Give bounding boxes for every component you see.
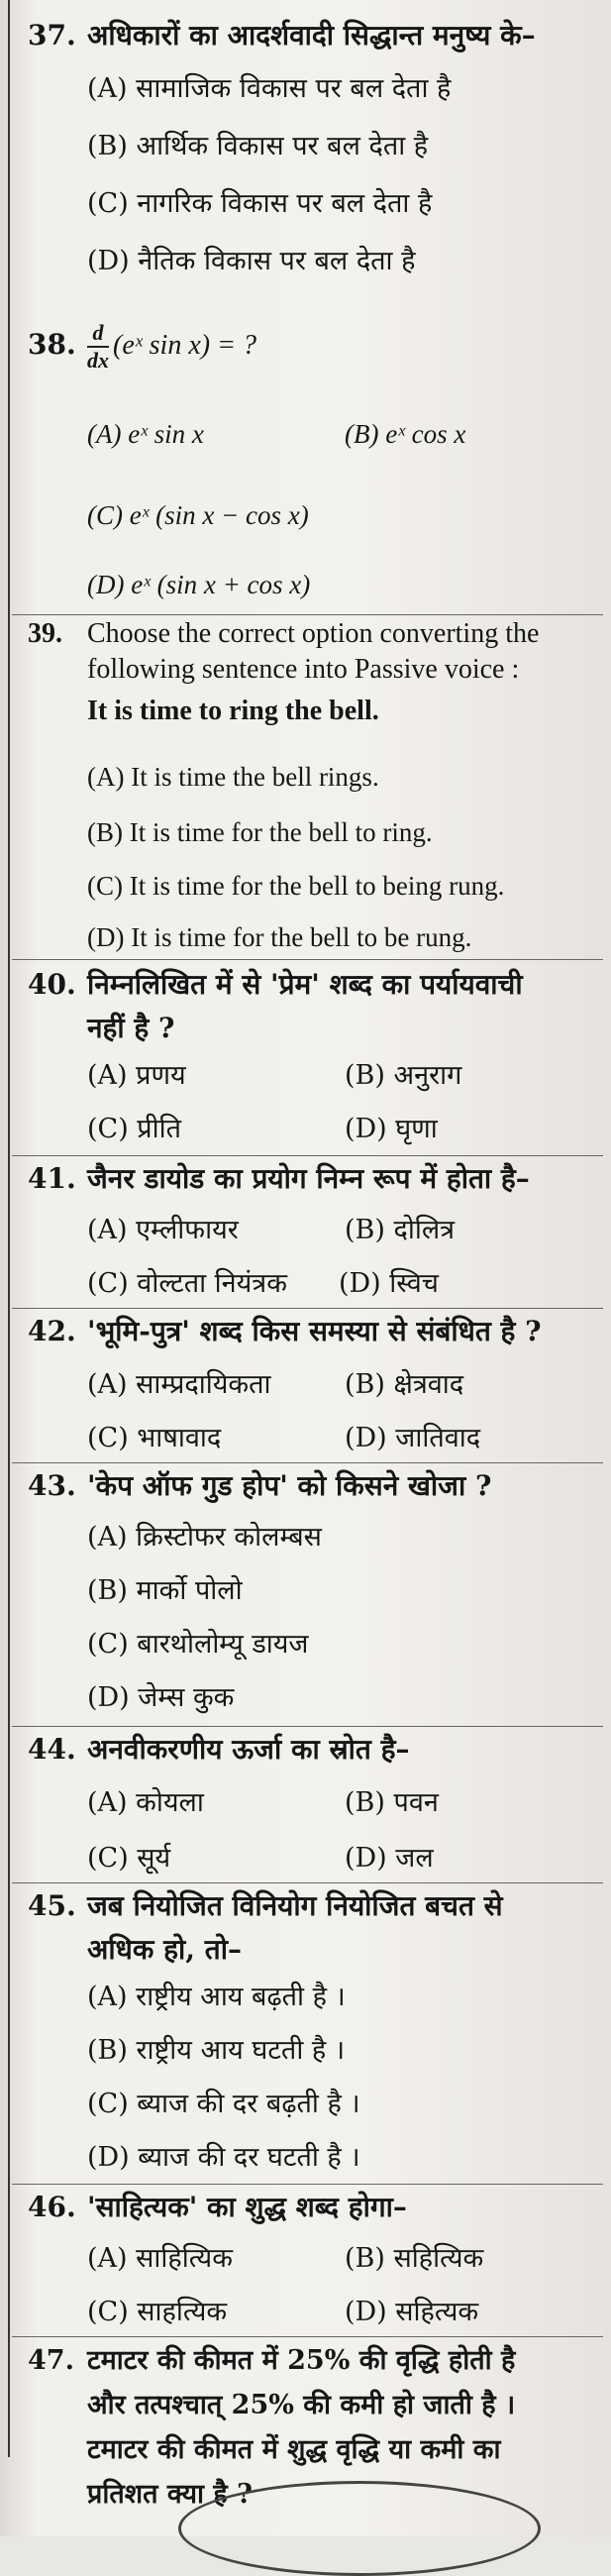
option-41-b[interactable]: (B) दोलित्र bbox=[345, 1215, 456, 1245]
question-number: 41. bbox=[28, 1162, 76, 1195]
question-43 bbox=[28, 1464, 601, 1508]
question-text: (eˣ sin x) = ? bbox=[113, 330, 256, 361]
page-bottom-curve bbox=[178, 2481, 541, 2576]
question-text: अनवीकरणीय ऊर्जा का स्रोत है– bbox=[87, 1733, 410, 1766]
option-42-a[interactable]: (A) साम्प्रदायिकता bbox=[87, 1369, 271, 1400]
option-42-b[interactable]: (B) क्षेत्रवाद bbox=[345, 1369, 464, 1400]
option-38-a[interactable]: (A) eˣ sin x bbox=[87, 419, 204, 449]
option-38-c[interactable]: (C) eˣ (sin x − cos x) bbox=[87, 500, 309, 530]
question-number: 37. bbox=[28, 19, 76, 52]
question-text: 'भूमि-पुत्र' शब्द किस समस्या से संबंधित है ? bbox=[87, 1315, 542, 1347]
option-40-d[interactable]: (D) घृणा bbox=[345, 1114, 438, 1144]
question-number: 44. bbox=[28, 1733, 76, 1766]
question-37 bbox=[28, 14, 601, 57]
derivative-fraction bbox=[87, 319, 109, 373]
option-45-c[interactable]: (C) ब्याज की दर बढ़ती है । bbox=[87, 2089, 360, 2119]
question-38 bbox=[28, 315, 601, 376]
option-37-d[interactable]: (D) नैतिक विकास पर बल देता है bbox=[87, 246, 416, 276]
question-number: 45. bbox=[28, 1889, 76, 1922]
question-text: अधिकारों का आदर्शवादी सिद्धान्त मनुष्य के– bbox=[87, 19, 536, 52]
question-number: 39. bbox=[28, 618, 62, 649]
question-text: जैनर डायोड का प्रयोग निम्न रूप में होता है– bbox=[87, 1162, 530, 1195]
question-39 bbox=[28, 616, 601, 729]
question-number: 40. bbox=[28, 968, 76, 1001]
question-number: 43. bbox=[28, 1469, 76, 1502]
option-42-c[interactable]: (C) भाषावाद bbox=[87, 1423, 222, 1453]
option-41-a[interactable]: (A) एम्लीफायर bbox=[87, 1215, 239, 1245]
option-37-b[interactable]: (B) आर्थिक विकास पर बल देता है bbox=[87, 131, 429, 161]
question-number: 38. bbox=[28, 328, 76, 361]
option-46-c[interactable]: (C) साहत्यिक bbox=[87, 2297, 228, 2327]
option-43-c[interactable]: (C) बारथोलोम्यू डायज bbox=[87, 1629, 309, 1660]
option-38-b[interactable]: (B) eˣ cos x bbox=[345, 419, 466, 449]
question-40 bbox=[28, 963, 601, 1050]
option-44-b[interactable]: (B) पवन bbox=[345, 1787, 439, 1818]
question-text-line-1: जब नियोजित विनियोग नियोजित बचत से bbox=[87, 1889, 503, 1922]
option-46-a[interactable]: (A) साहित्यिक bbox=[87, 2243, 233, 2274]
option-45-d[interactable]: (D) ब्याज की दर घटती है । bbox=[87, 2142, 360, 2173]
option-44-c[interactable]: (C) सूर्य bbox=[87, 1843, 171, 1874]
divider bbox=[12, 2336, 603, 2337]
question-number: 42. bbox=[28, 1315, 76, 1347]
question-text-line-2: और तत्पश्चात् 25% की कमी हो जाती है । bbox=[87, 2390, 516, 2420]
question-text-line-2: following sentence into Passive voice : bbox=[87, 654, 520, 685]
option-45-b[interactable]: (B) राष्ट्रीय आय घटती है । bbox=[87, 2035, 346, 2066]
option-44-a[interactable]: (A) कोयला bbox=[87, 1787, 204, 1818]
question-41 bbox=[28, 1157, 601, 1201]
question-number: 47. bbox=[28, 2345, 74, 2376]
option-46-d[interactable]: (D) सहित्यक bbox=[345, 2297, 479, 2327]
option-40-b[interactable]: (B) अनुराग bbox=[345, 1060, 462, 1091]
option-45-a[interactable]: (A) राष्ट्रीय आय बढ़ती है । bbox=[87, 1982, 346, 2012]
question-text: 'केप ऑफ गुड होप' को किसने खोजा ? bbox=[87, 1469, 492, 1502]
option-42-d[interactable]: (D) जातिवाद bbox=[345, 1423, 481, 1453]
option-39-b[interactable]: (B) It is time for the bell to ring. bbox=[87, 817, 433, 847]
divider bbox=[12, 1308, 603, 1309]
divider bbox=[12, 959, 603, 960]
question-46 bbox=[28, 2186, 601, 2229]
question-text-line-3: टमाटर की कीमत में शुद्ध वृद्धि या कमी का bbox=[87, 2434, 501, 2465]
fraction-numerator: d bbox=[92, 319, 104, 345]
question-text-line-2: नहीं है ? bbox=[87, 1012, 175, 1044]
divider bbox=[12, 2184, 603, 2185]
option-43-b[interactable]: (B) मार्को पोलो bbox=[87, 1575, 243, 1606]
divider bbox=[12, 1462, 603, 1463]
left-margin-rule bbox=[8, 0, 10, 2457]
option-46-b[interactable]: (B) सहित्यिक bbox=[345, 2243, 484, 2274]
option-39-a[interactable]: (A) It is time the bell rings. bbox=[87, 762, 379, 792]
option-41-d[interactable]: (D) स्विच bbox=[339, 1268, 439, 1299]
question-44 bbox=[28, 1728, 601, 1771]
option-40-c[interactable]: (C) प्रीति bbox=[87, 1114, 182, 1144]
divider bbox=[12, 1155, 603, 1156]
question-45 bbox=[28, 1884, 601, 1972]
option-41-c[interactable]: (C) वोल्टता नियंत्रक bbox=[87, 1268, 287, 1299]
divider bbox=[12, 1882, 603, 1883]
option-39-d[interactable]: (D) It is time for the bell to be rung. bbox=[87, 922, 472, 952]
question-text-line-4: प्रतिशत क्या है ? bbox=[87, 2479, 253, 2510]
question-text-line-1: Choose the correct option converting the bbox=[87, 618, 540, 649]
question-text-line-1: निम्नलिखित में से 'प्रेम' शब्द का पर्यायवाची bbox=[87, 968, 523, 1001]
option-38-d[interactable]: (D) eˣ (sin x + cos x) bbox=[87, 570, 311, 599]
divider bbox=[12, 1726, 603, 1727]
question-sentence: It is time to ring the bell. bbox=[87, 696, 379, 726]
option-40-a[interactable]: (A) प्रणय bbox=[87, 1060, 186, 1091]
question-text-line-2: अधिक हो, तो– bbox=[87, 1933, 242, 1966]
option-43-d[interactable]: (D) जेम्स कुक bbox=[87, 1682, 235, 1713]
option-44-d[interactable]: (D) जल bbox=[345, 1843, 434, 1874]
divider bbox=[12, 614, 603, 615]
option-43-a[interactable]: (A) क्रिस्टोफर कोलम्बस bbox=[87, 1522, 322, 1553]
question-text: 'साहित्यक' का शुद्ध शब्द होगा– bbox=[87, 2191, 407, 2223]
option-39-c[interactable]: (C) It is time for the bell to being rung. bbox=[87, 871, 505, 901]
option-37-a[interactable]: (A) सामाजिक विकास पर बल देता है bbox=[87, 73, 452, 104]
question-text-line-1: टमाटर की कीमत में 25% की वृद्धि होती है bbox=[87, 2345, 516, 2376]
option-37-c[interactable]: (C) नागरिक विकास पर बल देता है bbox=[87, 188, 433, 219]
fraction-denominator: dx bbox=[87, 347, 109, 373]
question-42 bbox=[28, 1310, 601, 1353]
question-number: 46. bbox=[28, 2191, 76, 2223]
